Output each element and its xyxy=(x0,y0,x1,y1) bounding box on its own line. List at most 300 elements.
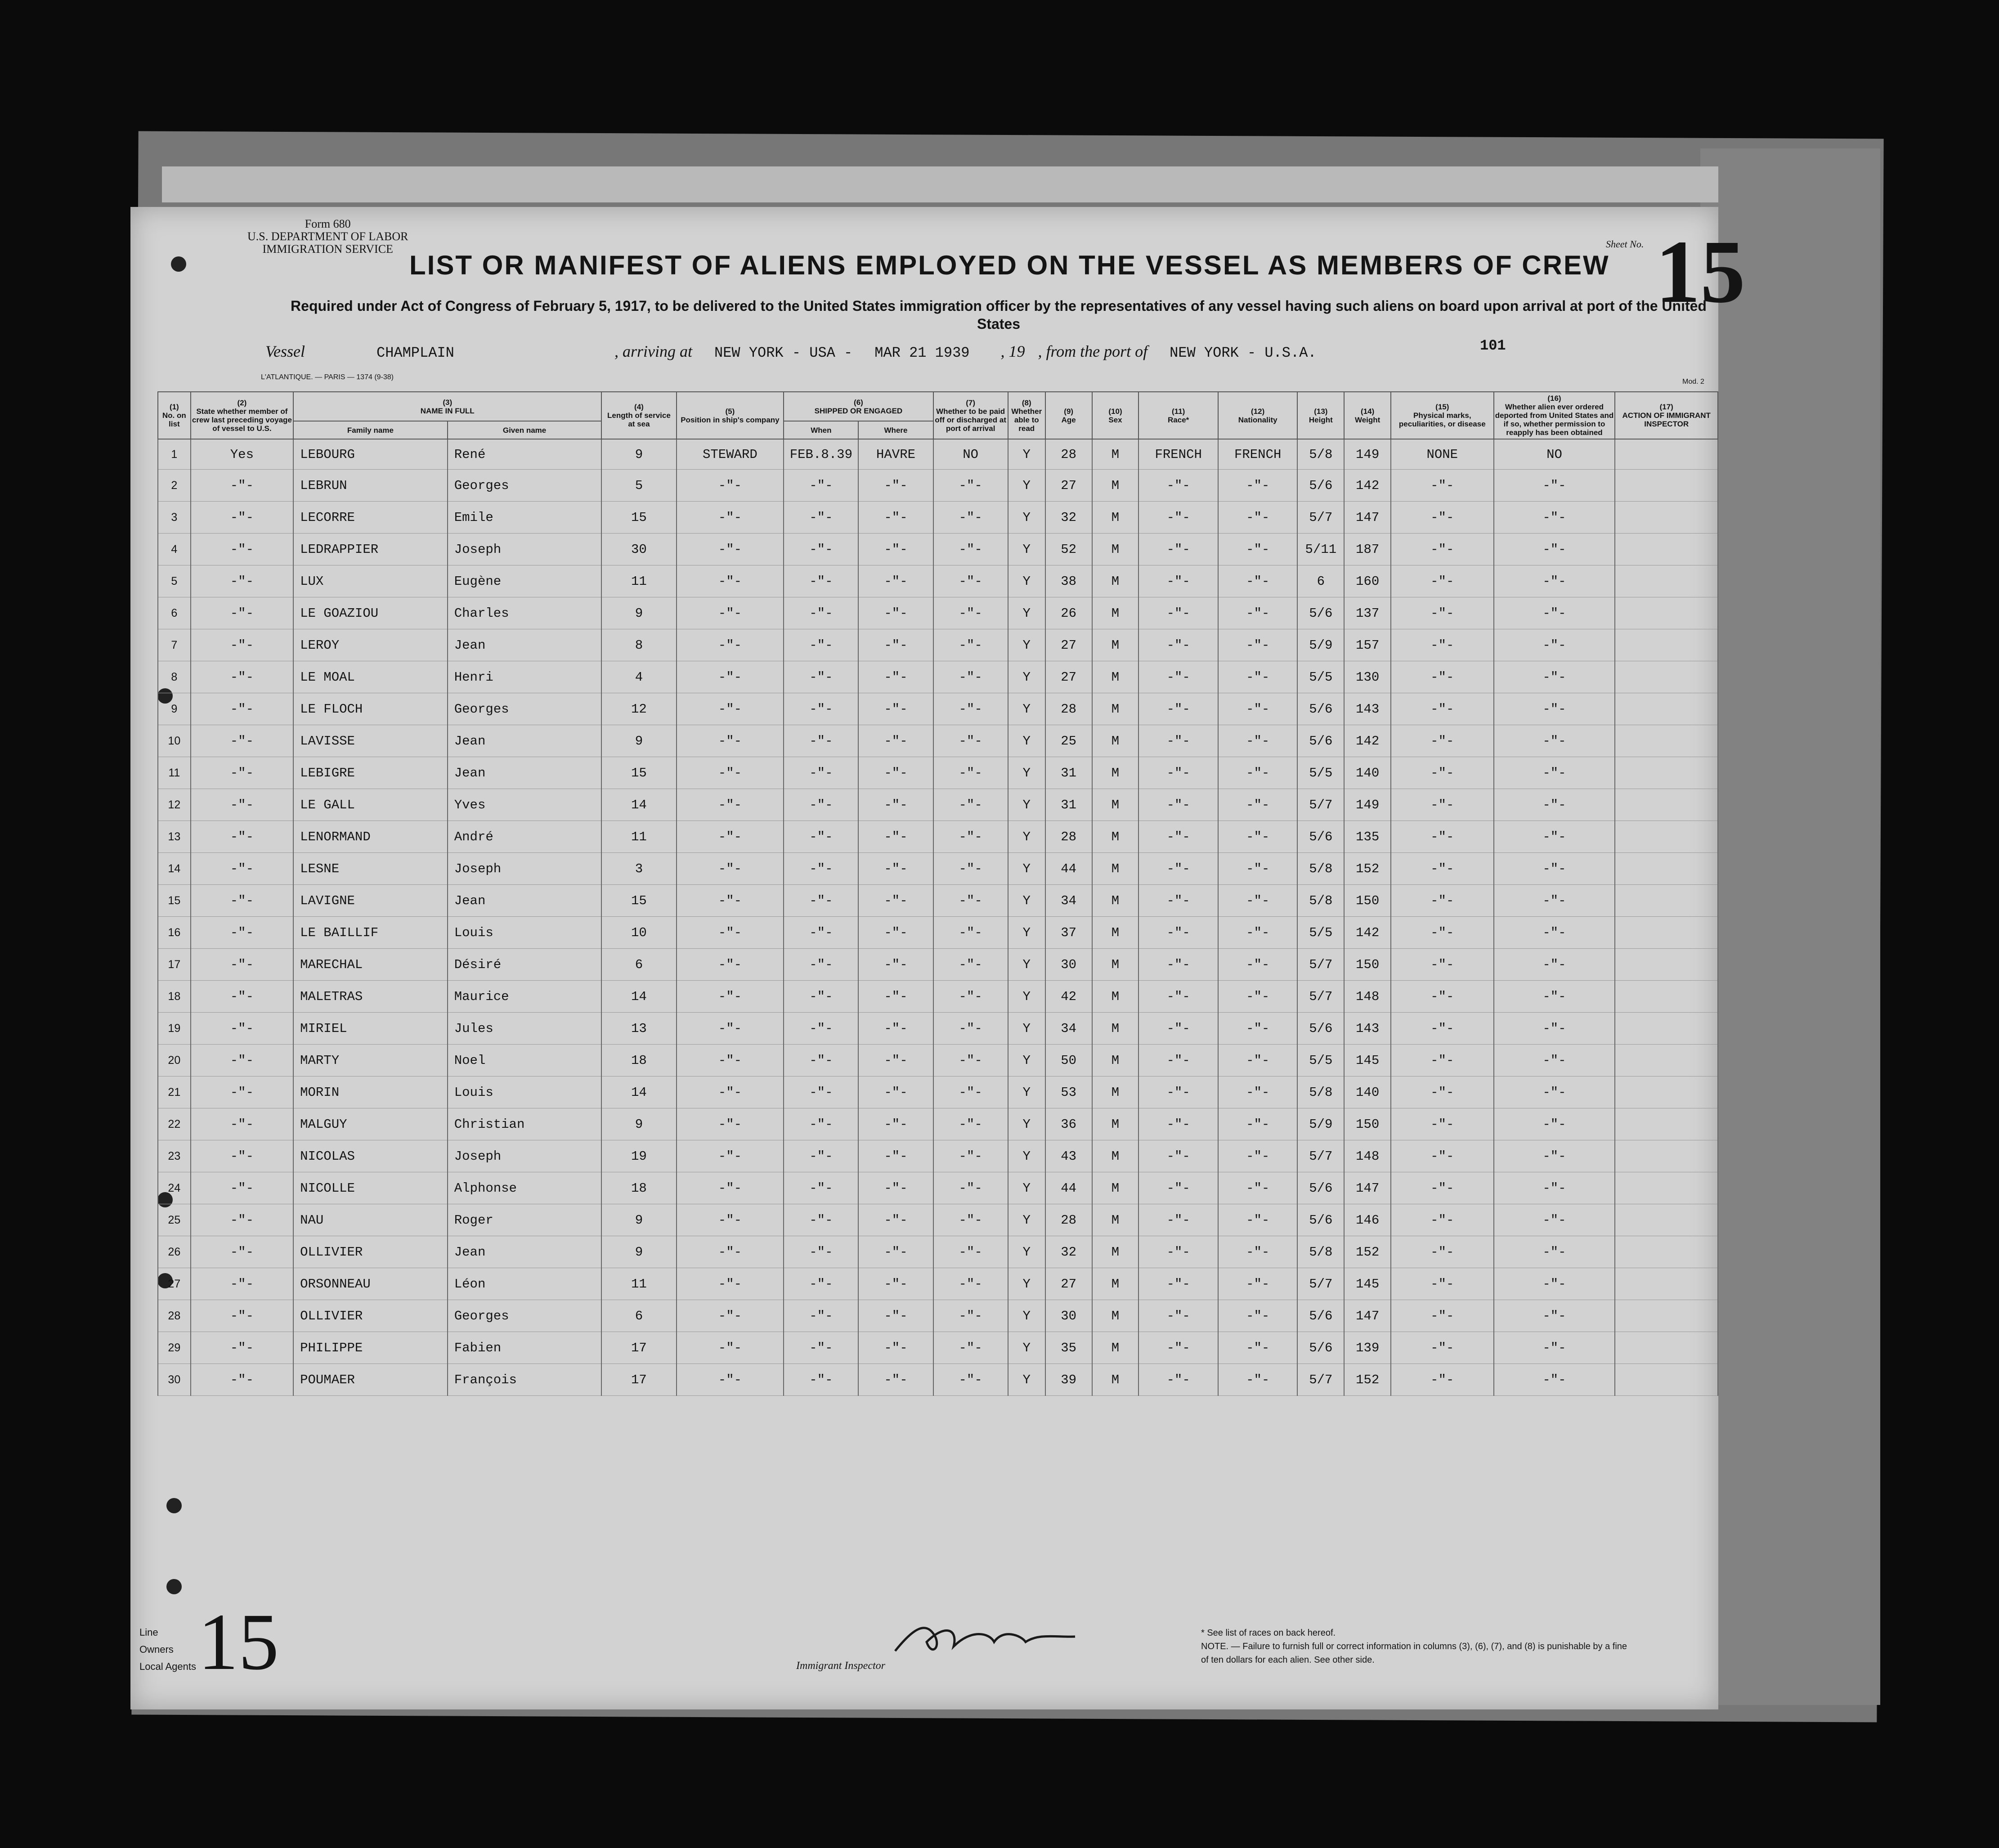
deported-cell: -"- xyxy=(1494,1013,1615,1045)
able-to-read-cell: Y xyxy=(1008,821,1045,853)
able-to-read-cell: Y xyxy=(1008,1077,1045,1108)
table-row xyxy=(158,629,1718,661)
sex-cell: M xyxy=(1092,629,1139,661)
row-number-cell: 20 xyxy=(158,1045,191,1077)
weight-cell: 146 xyxy=(1344,1204,1391,1236)
paid-off-cell: -"- xyxy=(933,565,1008,597)
paid-off-cell: -"- xyxy=(933,597,1008,629)
sex-cell: M xyxy=(1092,757,1139,789)
previous-voyage-cell: -"- xyxy=(191,1204,293,1236)
length-of-service-cell: 12 xyxy=(601,693,676,725)
family-name-cell: OLLIVIER xyxy=(293,1300,448,1332)
row-number-cell: 30 xyxy=(158,1364,191,1396)
position-cell: -"- xyxy=(677,565,784,597)
col-height: (13) Height xyxy=(1297,392,1344,439)
crew-manifest-table xyxy=(157,391,1718,1396)
row-number-cell: 7 xyxy=(158,629,191,661)
given-name-cell: Joseph xyxy=(448,1140,602,1172)
given-name-cell: Désiré xyxy=(448,949,602,981)
inspector-action-cell xyxy=(1615,1236,1718,1268)
weight-cell: 150 xyxy=(1344,949,1391,981)
shipped-where-cell: -"- xyxy=(858,853,933,885)
given-name-cell: Fabien xyxy=(448,1332,602,1364)
shipped-when-cell: -"- xyxy=(784,502,858,534)
race-cell: -"- xyxy=(1138,789,1218,821)
height-cell: 5/5 xyxy=(1297,661,1344,693)
table-row xyxy=(158,534,1718,565)
row-number-cell: 19 xyxy=(158,1013,191,1045)
col-inspector-action: (17) ACTION OF IMMIGRANT INSPECTOR xyxy=(1615,392,1718,439)
sex-cell: M xyxy=(1092,1236,1139,1268)
row-number-cell: 26 xyxy=(158,1236,191,1268)
sex-cell: M xyxy=(1092,789,1139,821)
age-cell: 34 xyxy=(1045,1013,1092,1045)
affidavit-sheet-edge xyxy=(162,166,1718,202)
table-row xyxy=(158,1172,1718,1204)
physical-marks-cell: -"- xyxy=(1391,1077,1493,1108)
deported-cell: -"- xyxy=(1494,725,1615,757)
deported-cell: -"- xyxy=(1494,1364,1615,1396)
inspector-action-cell xyxy=(1615,470,1718,502)
inspector-action-cell xyxy=(1615,597,1718,629)
sex-cell: M xyxy=(1092,693,1139,725)
table-row xyxy=(158,597,1718,629)
family-name-cell: LEBOURG xyxy=(293,439,448,470)
manifest-rows xyxy=(158,439,1718,1396)
race-cell: -"- xyxy=(1138,885,1218,917)
inspector-action-cell xyxy=(1615,1300,1718,1332)
race-note: * See list of races on back hereof. xyxy=(1201,1628,1336,1638)
deported-cell: -"- xyxy=(1494,1300,1615,1332)
shipped-where-cell: -"- xyxy=(858,1077,933,1108)
table-row xyxy=(158,789,1718,821)
given-name-cell: Louis xyxy=(448,917,602,949)
position-cell: -"- xyxy=(677,1013,784,1045)
length-of-service-cell: 30 xyxy=(601,534,676,565)
family-name-cell: LEBRUN xyxy=(293,470,448,502)
family-name-cell: OLLIVIER xyxy=(293,1236,448,1268)
age-cell: 38 xyxy=(1045,565,1092,597)
age-cell: 30 xyxy=(1045,1300,1092,1332)
paid-off-cell: -"- xyxy=(933,1300,1008,1332)
shipped-where-cell: -"- xyxy=(858,1300,933,1332)
height-cell: 5/9 xyxy=(1297,1108,1344,1140)
age-cell: 44 xyxy=(1045,853,1092,885)
age-cell: 52 xyxy=(1045,534,1092,565)
table-row xyxy=(158,470,1718,502)
row-number-cell: 14 xyxy=(158,853,191,885)
nationality-cell: -"- xyxy=(1218,1300,1298,1332)
col-family-name: Family name xyxy=(293,421,448,439)
able-to-read-cell: Y xyxy=(1008,981,1045,1013)
deported-cell: -"- xyxy=(1494,1236,1615,1268)
age-cell: 35 xyxy=(1045,1332,1092,1364)
deported-cell: -"- xyxy=(1494,565,1615,597)
col-nationality: (12) Nationality xyxy=(1218,392,1298,439)
paid-off-cell: -"- xyxy=(933,1236,1008,1268)
deported-cell: -"- xyxy=(1494,502,1615,534)
shipped-when-cell: -"- xyxy=(784,1204,858,1236)
sex-cell: M xyxy=(1092,502,1139,534)
race-cell: -"- xyxy=(1138,981,1218,1013)
length-of-service-cell: 15 xyxy=(601,757,676,789)
age-cell: 50 xyxy=(1045,1045,1092,1077)
previous-voyage-cell: -"- xyxy=(191,981,293,1013)
able-to-read-cell: Y xyxy=(1008,757,1045,789)
inspector-action-cell xyxy=(1615,853,1718,885)
age-cell: 27 xyxy=(1045,470,1092,502)
fine-note: NOTE. — Failure to furnish full or correct information in columns (3), (6), (7), and (8) is punishable by a fine of ten dollars for each alien. See other side. xyxy=(1201,1642,1627,1665)
row-number-cell: 13 xyxy=(158,821,191,853)
race-cell: -"- xyxy=(1138,949,1218,981)
family-name-cell: LE BAILLIF xyxy=(293,917,448,949)
shipped-where-cell: -"- xyxy=(858,565,933,597)
physical-marks-cell: -"- xyxy=(1391,981,1493,1013)
shipped-where-cell: -"- xyxy=(858,1140,933,1172)
paid-off-cell: -"- xyxy=(933,885,1008,917)
inspector-action-cell xyxy=(1615,534,1718,565)
age-cell: 34 xyxy=(1045,885,1092,917)
length-of-service-cell: 15 xyxy=(601,885,676,917)
length-of-service-cell: 9 xyxy=(601,1236,676,1268)
shipped-when-cell: -"- xyxy=(784,725,858,757)
sex-cell: M xyxy=(1092,597,1139,629)
deported-cell: -"- xyxy=(1494,1045,1615,1077)
table-row xyxy=(158,949,1718,981)
nationality-cell: -"- xyxy=(1218,1364,1298,1396)
deported-cell: -"- xyxy=(1494,885,1615,917)
given-name-cell: Louis xyxy=(448,1077,602,1108)
nationality-cell: -"- xyxy=(1218,565,1298,597)
shipped-when-cell: -"- xyxy=(784,1268,858,1300)
row-number-cell: 24 xyxy=(158,1172,191,1204)
length-of-service-cell: 13 xyxy=(601,1013,676,1045)
row-number-cell: 2 xyxy=(158,470,191,502)
inspector-action-cell xyxy=(1615,789,1718,821)
race-cell: -"- xyxy=(1138,1045,1218,1077)
col-age: (9) Age xyxy=(1045,392,1092,439)
height-cell: 5/8 xyxy=(1297,853,1344,885)
height-cell: 5/6 xyxy=(1297,693,1344,725)
table-row xyxy=(158,693,1718,725)
given-name-cell: Noel xyxy=(448,1045,602,1077)
punch-hole xyxy=(166,1498,182,1513)
position-cell: -"- xyxy=(677,693,784,725)
weight-cell: 145 xyxy=(1344,1268,1391,1300)
sheet-number: 15 xyxy=(1655,222,1745,322)
previous-voyage-cell: -"- xyxy=(191,1013,293,1045)
previous-voyage-cell: -"- xyxy=(191,534,293,565)
shipped-where-cell: -"- xyxy=(858,693,933,725)
punch-hole xyxy=(166,1579,182,1594)
given-name-cell: Alphonse xyxy=(448,1172,602,1204)
shipped-when-cell: -"- xyxy=(784,757,858,789)
inspector-action-cell xyxy=(1615,725,1718,757)
given-name-cell: Georges xyxy=(448,693,602,725)
col-paid-off: (7) Whether to be paid off or discharged at port of arrival xyxy=(933,392,1008,439)
length-of-service-cell: 11 xyxy=(601,821,676,853)
race-cell: -"- xyxy=(1138,1013,1218,1045)
stamp-number: 101 xyxy=(1480,337,1506,354)
height-cell: 5/6 xyxy=(1297,597,1344,629)
weight-cell: 142 xyxy=(1344,725,1391,757)
shipped-where-cell: -"- xyxy=(858,725,933,757)
length-of-service-cell: 15 xyxy=(601,502,676,534)
shipped-when-cell: -"- xyxy=(784,1300,858,1332)
position-cell: -"- xyxy=(677,917,784,949)
family-name-cell: NAU xyxy=(293,1204,448,1236)
family-name-cell: LAVISSE xyxy=(293,725,448,757)
shipped-where-cell: -"- xyxy=(858,949,933,981)
age-cell: 32 xyxy=(1045,1236,1092,1268)
deported-cell: -"- xyxy=(1494,1204,1615,1236)
row-number-cell: 17 xyxy=(158,949,191,981)
family-name-cell: PHILIPPE xyxy=(293,1332,448,1364)
height-cell: 5/7 xyxy=(1297,981,1344,1013)
punch-hole xyxy=(171,256,186,272)
table-row xyxy=(158,1364,1718,1396)
weight-cell: 148 xyxy=(1344,1140,1391,1172)
inspector-action-cell xyxy=(1615,1332,1718,1364)
age-cell: 31 xyxy=(1045,757,1092,789)
previous-voyage-cell: -"- xyxy=(191,949,293,981)
height-cell: 5/6 xyxy=(1297,1300,1344,1332)
col-where: Where xyxy=(858,421,933,439)
inspector-action-cell xyxy=(1615,1077,1718,1108)
inspector-action-cell xyxy=(1615,981,1718,1013)
nationality-cell: -"- xyxy=(1218,789,1298,821)
given-name-cell: Jules xyxy=(448,1013,602,1045)
family-name-cell: MIRIEL xyxy=(293,1013,448,1045)
previous-voyage-cell: -"- xyxy=(191,725,293,757)
table-row xyxy=(158,1045,1718,1077)
table-row xyxy=(158,661,1718,693)
race-cell: -"- xyxy=(1138,1268,1218,1300)
given-name-cell: Maurice xyxy=(448,981,602,1013)
table-row xyxy=(158,885,1718,917)
manifest-page xyxy=(130,207,1745,1709)
race-cell: -"- xyxy=(1138,502,1218,534)
height-cell: 5/9 xyxy=(1297,629,1344,661)
nationality-cell: -"- xyxy=(1218,470,1298,502)
given-name-cell: René xyxy=(448,439,602,470)
nationality-cell: -"- xyxy=(1218,1140,1298,1172)
given-name-cell: Henri xyxy=(448,661,602,693)
length-of-service-cell: 18 xyxy=(601,1172,676,1204)
length-of-service-cell: 14 xyxy=(601,1077,676,1108)
family-name-cell: LEROY xyxy=(293,629,448,661)
shipped-where-cell: -"- xyxy=(858,789,933,821)
shipped-when-cell: -"- xyxy=(784,1013,858,1045)
physical-marks-cell: -"- xyxy=(1391,949,1493,981)
position-cell: -"- xyxy=(677,470,784,502)
shipped-when-cell: -"- xyxy=(784,597,858,629)
height-cell: 5/6 xyxy=(1297,821,1344,853)
race-cell: -"- xyxy=(1138,1364,1218,1396)
owners-block xyxy=(139,1624,196,1675)
subtitle: Required under Act of Congress of February 5, 1917, to be delivered to the United States immigration officer by the representatives of any vessel having such aliens on board upon arrival at port of the United States xyxy=(291,298,1707,332)
position-cell: -"- xyxy=(677,981,784,1013)
col-physical-marks: (15) Physical marks, peculiarities, or disease xyxy=(1391,392,1493,439)
age-cell: 27 xyxy=(1045,661,1092,693)
table-row xyxy=(158,917,1718,949)
nationality-cell: -"- xyxy=(1218,661,1298,693)
paid-off-cell: -"- xyxy=(933,1172,1008,1204)
col-given-name: Given name xyxy=(448,421,602,439)
age-cell: 39 xyxy=(1045,1364,1092,1396)
nationality-cell: FRENCH xyxy=(1218,439,1298,470)
paid-off-cell: -"- xyxy=(933,470,1008,502)
able-to-read-cell: Y xyxy=(1008,917,1045,949)
shipped-when-cell: -"- xyxy=(784,1108,858,1140)
given-name-cell: Léon xyxy=(448,1268,602,1300)
height-cell: 5/8 xyxy=(1297,1077,1344,1108)
shipped-where-cell: -"- xyxy=(858,1268,933,1300)
shipped-where-cell: -"- xyxy=(858,1108,933,1140)
deported-cell: -"- xyxy=(1494,597,1615,629)
col-sex: (10) Sex xyxy=(1092,392,1139,439)
form-header xyxy=(247,218,408,256)
position-cell: -"- xyxy=(677,1236,784,1268)
given-name-cell: Joseph xyxy=(448,534,602,565)
position-cell: -"- xyxy=(677,534,784,565)
family-name-cell: MORIN xyxy=(293,1077,448,1108)
family-name-cell: LEBIGRE xyxy=(293,757,448,789)
row-number-cell: 8 xyxy=(158,661,191,693)
sex-cell: M xyxy=(1092,1108,1139,1140)
race-cell: -"- xyxy=(1138,757,1218,789)
deported-cell: -"- xyxy=(1494,1268,1615,1300)
weight-cell: 147 xyxy=(1344,1300,1391,1332)
physical-marks-cell: -"- xyxy=(1391,1332,1493,1364)
able-to-read-cell: Y xyxy=(1008,1140,1045,1172)
row-number-cell: 23 xyxy=(158,1140,191,1172)
position-cell: -"- xyxy=(677,1332,784,1364)
nationality-cell: -"- xyxy=(1218,1077,1298,1108)
col-name-in-full: (3) NAME IN FULL xyxy=(293,392,601,421)
family-name-cell: LENORMAND xyxy=(293,821,448,853)
sex-cell: M xyxy=(1092,1300,1139,1332)
able-to-read-cell: Y xyxy=(1008,1108,1045,1140)
sex-cell: M xyxy=(1092,949,1139,981)
race-cell: -"- xyxy=(1138,1140,1218,1172)
mod-number: Mod. 2 xyxy=(1682,378,1704,386)
sex-cell: M xyxy=(1092,885,1139,917)
sex-cell: M xyxy=(1092,1172,1139,1204)
able-to-read-cell: Y xyxy=(1008,470,1045,502)
height-cell: 5/7 xyxy=(1297,789,1344,821)
paid-off-cell: -"- xyxy=(933,821,1008,853)
age-cell: 28 xyxy=(1045,693,1092,725)
weight-cell: 152 xyxy=(1344,1236,1391,1268)
length-of-service-cell: 9 xyxy=(601,439,676,470)
race-cell: -"- xyxy=(1138,917,1218,949)
family-name-cell: POUMAER xyxy=(293,1364,448,1396)
previous-voyage-cell: -"- xyxy=(191,597,293,629)
inspector-action-cell xyxy=(1615,439,1718,470)
paid-off-cell: -"- xyxy=(933,693,1008,725)
family-name-cell: MALETRAS xyxy=(293,981,448,1013)
table-row xyxy=(158,1332,1718,1364)
table-row xyxy=(158,1268,1718,1300)
col-shipped-or-engaged: (6) SHIPPED OR ENGAGED xyxy=(784,392,933,421)
weight-cell: 140 xyxy=(1344,1077,1391,1108)
paid-off-cell: -"- xyxy=(933,1204,1008,1236)
age-cell: 30 xyxy=(1045,949,1092,981)
family-name-cell: LE GOAZIOU xyxy=(293,597,448,629)
table-row xyxy=(158,1108,1718,1140)
able-to-read-cell: Y xyxy=(1008,502,1045,534)
inspector-signature xyxy=(886,1610,1084,1664)
inspector-action-cell xyxy=(1615,565,1718,597)
height-cell: 5/8 xyxy=(1297,885,1344,917)
paid-off-cell: -"- xyxy=(933,789,1008,821)
previous-voyage-cell: -"- xyxy=(191,502,293,534)
shipped-where-cell: -"- xyxy=(858,1172,933,1204)
age-cell: 36 xyxy=(1045,1108,1092,1140)
age-cell: 43 xyxy=(1045,1140,1092,1172)
paid-off-cell: -"- xyxy=(933,1108,1008,1140)
paid-off-cell: -"- xyxy=(933,1013,1008,1045)
department: U.S. DEPARTMENT OF LABOR xyxy=(247,230,408,243)
shipped-where-cell: -"- xyxy=(858,470,933,502)
deported-cell: -"- xyxy=(1494,917,1615,949)
previous-voyage-cell: -"- xyxy=(191,1045,293,1077)
family-name-cell: LE MOAL xyxy=(293,661,448,693)
height-cell: 5/11 xyxy=(1297,534,1344,565)
inspector-action-cell xyxy=(1615,693,1718,725)
table-row xyxy=(158,1077,1718,1108)
vessel-label: Vessel xyxy=(265,342,305,360)
deported-cell: -"- xyxy=(1494,981,1615,1013)
shipped-when-cell: -"- xyxy=(784,1236,858,1268)
physical-marks-cell: -"- xyxy=(1391,1108,1493,1140)
family-name-cell: MARTY xyxy=(293,1045,448,1077)
able-to-read-cell: Y xyxy=(1008,1364,1045,1396)
able-to-read-cell: Y xyxy=(1008,534,1045,565)
race-cell: -"- xyxy=(1138,1300,1218,1332)
age-cell: 26 xyxy=(1045,597,1092,629)
row-number-cell: 4 xyxy=(158,534,191,565)
handwritten-sheet-number: 15 xyxy=(198,1597,279,1687)
deported-cell: -"- xyxy=(1494,1172,1615,1204)
height-cell: 5/6 xyxy=(1297,1172,1344,1204)
sex-cell: M xyxy=(1092,725,1139,757)
inspector-action-cell xyxy=(1615,1364,1718,1396)
given-name-cell: Christian xyxy=(448,1108,602,1140)
length-of-service-cell: 4 xyxy=(601,661,676,693)
height-cell: 5/7 xyxy=(1297,1364,1344,1396)
given-name-cell: Jean xyxy=(448,629,602,661)
able-to-read-cell: Y xyxy=(1008,661,1045,693)
length-of-service-cell: 9 xyxy=(601,1108,676,1140)
race-cell: -"- xyxy=(1138,1236,1218,1268)
shipped-where-cell: -"- xyxy=(858,1204,933,1236)
nationality-cell: -"- xyxy=(1218,1332,1298,1364)
weight-cell: 143 xyxy=(1344,1013,1391,1045)
race-cell: -"- xyxy=(1138,1332,1218,1364)
physical-marks-cell: -"- xyxy=(1391,534,1493,565)
paid-off-cell: -"- xyxy=(933,1140,1008,1172)
weight-cell: 148 xyxy=(1344,981,1391,1013)
height-cell: 5/5 xyxy=(1297,757,1344,789)
paid-off-cell: -"- xyxy=(933,853,1008,885)
inspector-action-cell xyxy=(1615,1140,1718,1172)
shipped-where-cell: -"- xyxy=(858,1364,933,1396)
shipped-where-cell: -"- xyxy=(858,534,933,565)
row-number-cell: 12 xyxy=(158,789,191,821)
physical-marks-cell: -"- xyxy=(1391,1172,1493,1204)
